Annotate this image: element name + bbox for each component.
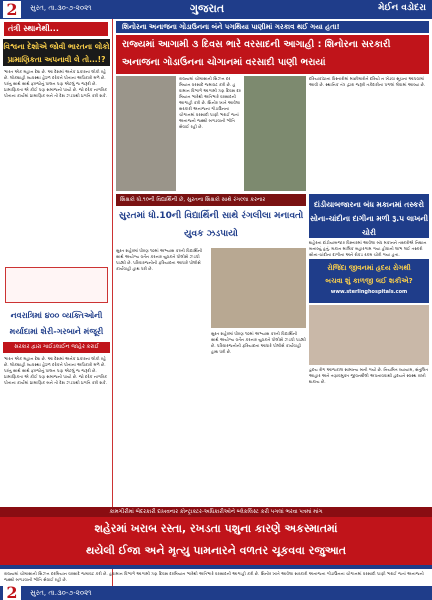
- heart-ad-line1: રોજિંદા જીવનમાં હૃદય રોગથી: [327, 264, 411, 272]
- top-story-kicker: શિનોરના અનાજના ગોડાઉનના બંને પગથિયા પાણીમાં ગરકાવ થઈ ગયા હતા!: [116, 21, 429, 33]
- heart-ad-box: [309, 259, 429, 303]
- story-two-headline: સુરતમાં ધો.10ની વિદ્યાર્થિની સાથે રંગલીલા મનાવતો યુવક ઝડપાયો: [118, 211, 304, 239]
- bottom-story-body: રાજ્યમાં ચોમાસાની સિઝન દરમિયાન વરસાદે જમાવટ કરી છે. હવામાન વિભાગે આગામી ત્રણ દિવસ દરમિયાન ભારેથી અતિભારે વરસાદની આગાહી કરી છે. શિનોર ખાતે આવેલા સરકારી અનાજના ગોડાઉનના ચોગાનમાં વરસાદી પાણી ભરાઈ જતાં અનાજનો જથ્થો બગડવાની ભીતિ સેવાઈ રહી છે.: [4, 571, 424, 582]
- top-story-right-col: દરિયાકાંઠાના વિસ્તારોમાં માછીમારોને દરિયો ન ખેડવા સૂચના આપવામાં આવી છે. સ્થાનિક તંત્ર દ્વારા જરૂરી તકેદારીના પગલાં લેવામાં આવ્યા છે.: [309, 76, 426, 87]
- editorial-box: [5, 267, 108, 303]
- footer-bar: [0, 583, 432, 600]
- top-story-body: રાજ્યમાં ચોમાસાની સિઝન દરમિયાન વરસાદે જમાવટ કરી છે. હવામાન વિભાગે આગામી ત્રણ દિવસ દરમિયાન ભારેથી અતિભારે વરસાદની આગાહી કરી છે. શિનોર ખાતે આવેલા સરકારી અનાજના ગોડાઉનના ચોગાનમાં વરસાદી પાણી ભરાઈ જતાં અનાજનો જથ્થો બગડવાની ભીતિ સેવાઈ રહી છે.: [179, 76, 241, 129]
- divider: [0, 565, 432, 569]
- story-two-body: સુરત શહેરમાં ધોરણ ૧૦માં અભ્યાસ કરતી વિદ્યાર્થિની સાથે અયોગ્ય વર્તન કરનાર યુવકને પોલીસે ઝડપી પાડ્યો છે. પરિવારજનોની ફરિયાદના આધારે પોલીસે કાર્યવાહી હાથ ધરી છે.: [116, 248, 203, 271]
- brand-title: ગુજરાત: [190, 2, 225, 15]
- story-two-caption: શિક્ષકો ધો.૧૦ની વિદ્યાર્થિની છે, સુરતના શિક્ષકો સાથે રંગલ્લા કરનાર: [116, 194, 306, 206]
- editorial-sidebar: [0, 19, 113, 586]
- flooded-godown-photo: [244, 76, 306, 191]
- story-photo: [116, 76, 176, 191]
- top-story-headline: રાજ્યમાં આગામી ૩ દિવસ ભારે વરસાદની આગાહી : શિનોરના સરકારી અનાજના ગોડાઉનના ચોગાનમાં વરસાદી પાણી ભરાયાં: [116, 35, 429, 74]
- heart-ad-body: હૃદય રોગ આજકાલ સામાન્ય બની ગયો છે. નિયમિત વ્યાયામ, સંતુલિત આહાર અને તણાવમુક્ત જીવનશૈલી અપનાવવાથી હૃદયને સ્વસ્થ રાખી શકાય છે.: [309, 367, 429, 384]
- editorial-body: ભારત એક મહાન દેશ છે. આ દેશમાં અનેક પ્રકારના લોકો રહે છે. લોકશાહી વ્યવસ્થા હેઠળ દરેકને પોતાના અધિકારો મળે છે. પરંતુ સાથે સાથે ફરજોનું પાલન પણ એટલું જ જરૂરી છે. પ્રામાણિકતા એ કોઈ પણ સમાજનો પાયો છે. જો દરેક નાગરિક પોતાના કાર્યમાં પ્રામાણિક બને તો દેશ ઝડપથી પ્રગતિ કરી શકે.: [4, 69, 108, 98]
- story-three-headline: દાંડીયાબજારના બંધ મકાનમાં તસ્કરો સોના-ચાંદીના દાગીના મળી રૂ.૫ લાખની ચોરી: [309, 194, 429, 238]
- story-two-body-cont: સુરત શહેરમાં ધોરણ ૧૦માં અભ્યાસ કરતી વિદ્યાર્થિની સાથે અયોગ્ય વર્તન કરનાર યુવકને પોલીસે ઝડપી પાડ્યો છે. પરિવારજનોની ફરિયાદના આધારે પોલીસે કાર્યવાહી હાથ ધરી છે.: [211, 331, 306, 354]
- footer-page-number: 2: [3, 584, 21, 600]
- heart-ad-url: www.sterlinghospitals.com: [330, 289, 408, 295]
- masthead-bar: [0, 0, 432, 19]
- navratri-body: ભારત એક મહાન દેશ છે. આ દેશમાં અનેક પ્રકારના લોકો રહે છે. લોકશાહી વ્યવસ્થા હેઠળ દરેકને પોતાના અધિકારો મળે છે. પરંતુ સાથે સાથે ફરજોનું પાલન પણ એટલું જ જરૂરી છે. પ્રામાણિકતા એ કોઈ પણ સમાજનો પાયો છે. જો દરેક નાગરિક પોતાના કાર્યમાં પ્રામાણિક બને તો દેશ ઝડપથી પ્રગતિ કરી શકે.: [4, 356, 108, 385]
- footer-date: સુરત, તા.૩૦-૭-૨૦૨૧: [30, 589, 92, 597]
- navratri-headline: નવરાત્રિમાં ૪૦૦ વ્યક્તિઓની મર્યાદામાં શેરી-ગરબાને મંજૂરી: [9, 311, 104, 336]
- editorial-tag: તંત્રી સ્થાનેથી...: [4, 22, 108, 36]
- heart-ad-photo: [309, 305, 429, 365]
- page-number: 2: [3, 1, 21, 18]
- bottom-story-line1: શહેરમાં ખરાબ રસ્તા, રખડતા પશુના કારણે અકસ્માતમાં: [94, 522, 338, 535]
- bottom-story-kicker: કામગીરીમાં બેદરકારી દાખવનાર કોન્ટ્રાક્ટર-અધિકારીઓને બ્લેકલિસ્ટ કરી પગલાં ભરવા પત્રમાં માંગ: [0, 507, 432, 517]
- arrest-photo: [211, 248, 306, 328]
- story-three-body: શહેરના દાંડીયાબજાર વિસ્તારમાં આવેલા બંધ મકાનને તસ્કરોએ નિશાન બનાવ્યું હતું. મકાન માલિક બહારગામ ગયા હોવાનો લાભ લઈ તસ્કરો સોના-ચાંદીના દાગીના અને રોકડ રકમ ચોરી ગયા હતા.: [309, 240, 427, 257]
- date-line: સુરત, તા.૩૦-૭-૨૦૨૧: [30, 4, 92, 12]
- bottom-story-banner: [0, 507, 432, 565]
- bottom-story-line2: થયેલી ઈજા અને મૃત્યુ પામનારને વળતર ચૂકવવા રજુઆત: [85, 544, 347, 557]
- page-body: [0, 19, 432, 586]
- navratri-subcaption: સરકાર દ્વારા ગાઈડલાઈન જાહેર કરાઈ: [3, 342, 110, 353]
- heart-ad-line2: બચવા શું કાળજી લઈ શકીએ?: [325, 277, 413, 285]
- edition-label: મેઈન વડોદરા: [378, 3, 426, 13]
- editorial-headline: વિશ્વના દેશોએ જોવી ભારતના લોકો પ્રામાણિકતા અપનાવી લે તો...!?: [3, 39, 110, 66]
